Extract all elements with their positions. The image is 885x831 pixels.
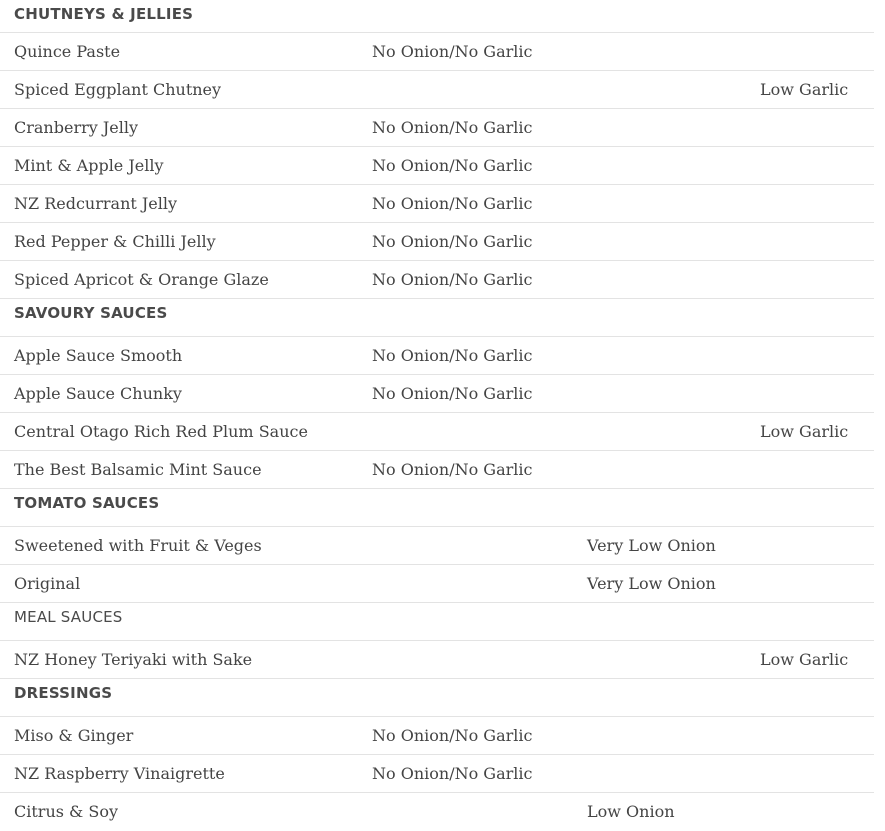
section-header-savoury-sauces [0, 299, 874, 337]
table-row [0, 793, 874, 831]
section-title: CHUTNEYS & JELLIES [14, 5, 194, 23]
table-row [0, 223, 874, 261]
low-onion-cell: Very Low Onion [587, 574, 716, 593]
product-name: NZ Raspberry Vinaigrette [14, 764, 225, 783]
table-row [0, 755, 874, 793]
no-onion-no-garlic-cell: No Onion/No Garlic [372, 764, 533, 783]
product-name: Sweetened with Fruit & Veges [14, 536, 262, 555]
section-header-chutneys-and-jellies [0, 0, 874, 33]
table-row [0, 337, 874, 375]
product-name: Apple Sauce Chunky [14, 384, 182, 403]
product-name: NZ Honey Teriyaki with Sake [14, 650, 253, 669]
low-onion-cell: Low Onion [587, 802, 675, 821]
no-onion-no-garlic-cell: No Onion/No Garlic [372, 232, 533, 251]
table-row [0, 185, 874, 223]
no-onion-no-garlic-cell: No Onion/No Garlic [372, 346, 533, 365]
table-row [0, 413, 874, 451]
no-onion-no-garlic-cell: No Onion/No Garlic [372, 156, 533, 175]
no-onion-no-garlic-cell: No Onion/No Garlic [372, 726, 533, 745]
low-onion-cell: Very Low Onion [587, 536, 716, 555]
product-name: Cranberry Jelly [14, 118, 139, 137]
product-name: The Best Balsamic Mint Sauce [14, 460, 262, 479]
product-name: Original [14, 574, 81, 593]
product-name: Mint & Apple Jelly [14, 156, 164, 175]
no-onion-no-garlic-cell: No Onion/No Garlic [372, 118, 533, 137]
table-row [0, 565, 874, 603]
low-garlic-cell: Low Garlic [760, 422, 849, 441]
section-title: SAVOURY SAUCES [14, 304, 168, 322]
table-row [0, 375, 874, 413]
low-garlic-cell: Low Garlic [760, 80, 849, 99]
product-name: Citrus & Soy [14, 802, 118, 821]
section-header-tomato-sauces [0, 489, 874, 527]
table-row [0, 109, 874, 147]
section-title: DRESSINGS [14, 684, 113, 702]
table-row [0, 33, 874, 71]
table-row [0, 147, 874, 185]
product-name: Quince Paste [14, 42, 121, 61]
section-title: MEAL SAUCES [14, 608, 123, 626]
table-row [0, 717, 874, 755]
no-onion-no-garlic-cell: No Onion/No Garlic [372, 384, 533, 403]
product-name: Miso & Ginger [14, 726, 134, 745]
table-row [0, 71, 874, 109]
section-header-meal-sauces [0, 603, 874, 641]
product-name: Red Pepper & Chilli Jelly [14, 232, 216, 251]
no-onion-no-garlic-cell: No Onion/No Garlic [372, 194, 533, 213]
product-name: Central Otago Rich Red Plum Sauce [14, 422, 308, 441]
section-title: TOMATO SAUCES [14, 494, 160, 512]
product-name: Apple Sauce Smooth [14, 346, 183, 365]
product-name: NZ Redcurrant Jelly [14, 194, 178, 213]
low-garlic-cell: Low Garlic [760, 650, 849, 669]
product-name: Spiced Apricot & Orange Glaze [14, 270, 269, 289]
product-name: Spiced Eggplant Chutney [14, 80, 222, 99]
no-onion-no-garlic-cell: No Onion/No Garlic [372, 270, 533, 289]
section-header-dressings [0, 679, 874, 717]
table-row [0, 527, 874, 565]
no-onion-no-garlic-cell: No Onion/No Garlic [372, 42, 533, 61]
table-row [0, 641, 874, 679]
no-onion-no-garlic-cell: No Onion/No Garlic [372, 460, 533, 479]
